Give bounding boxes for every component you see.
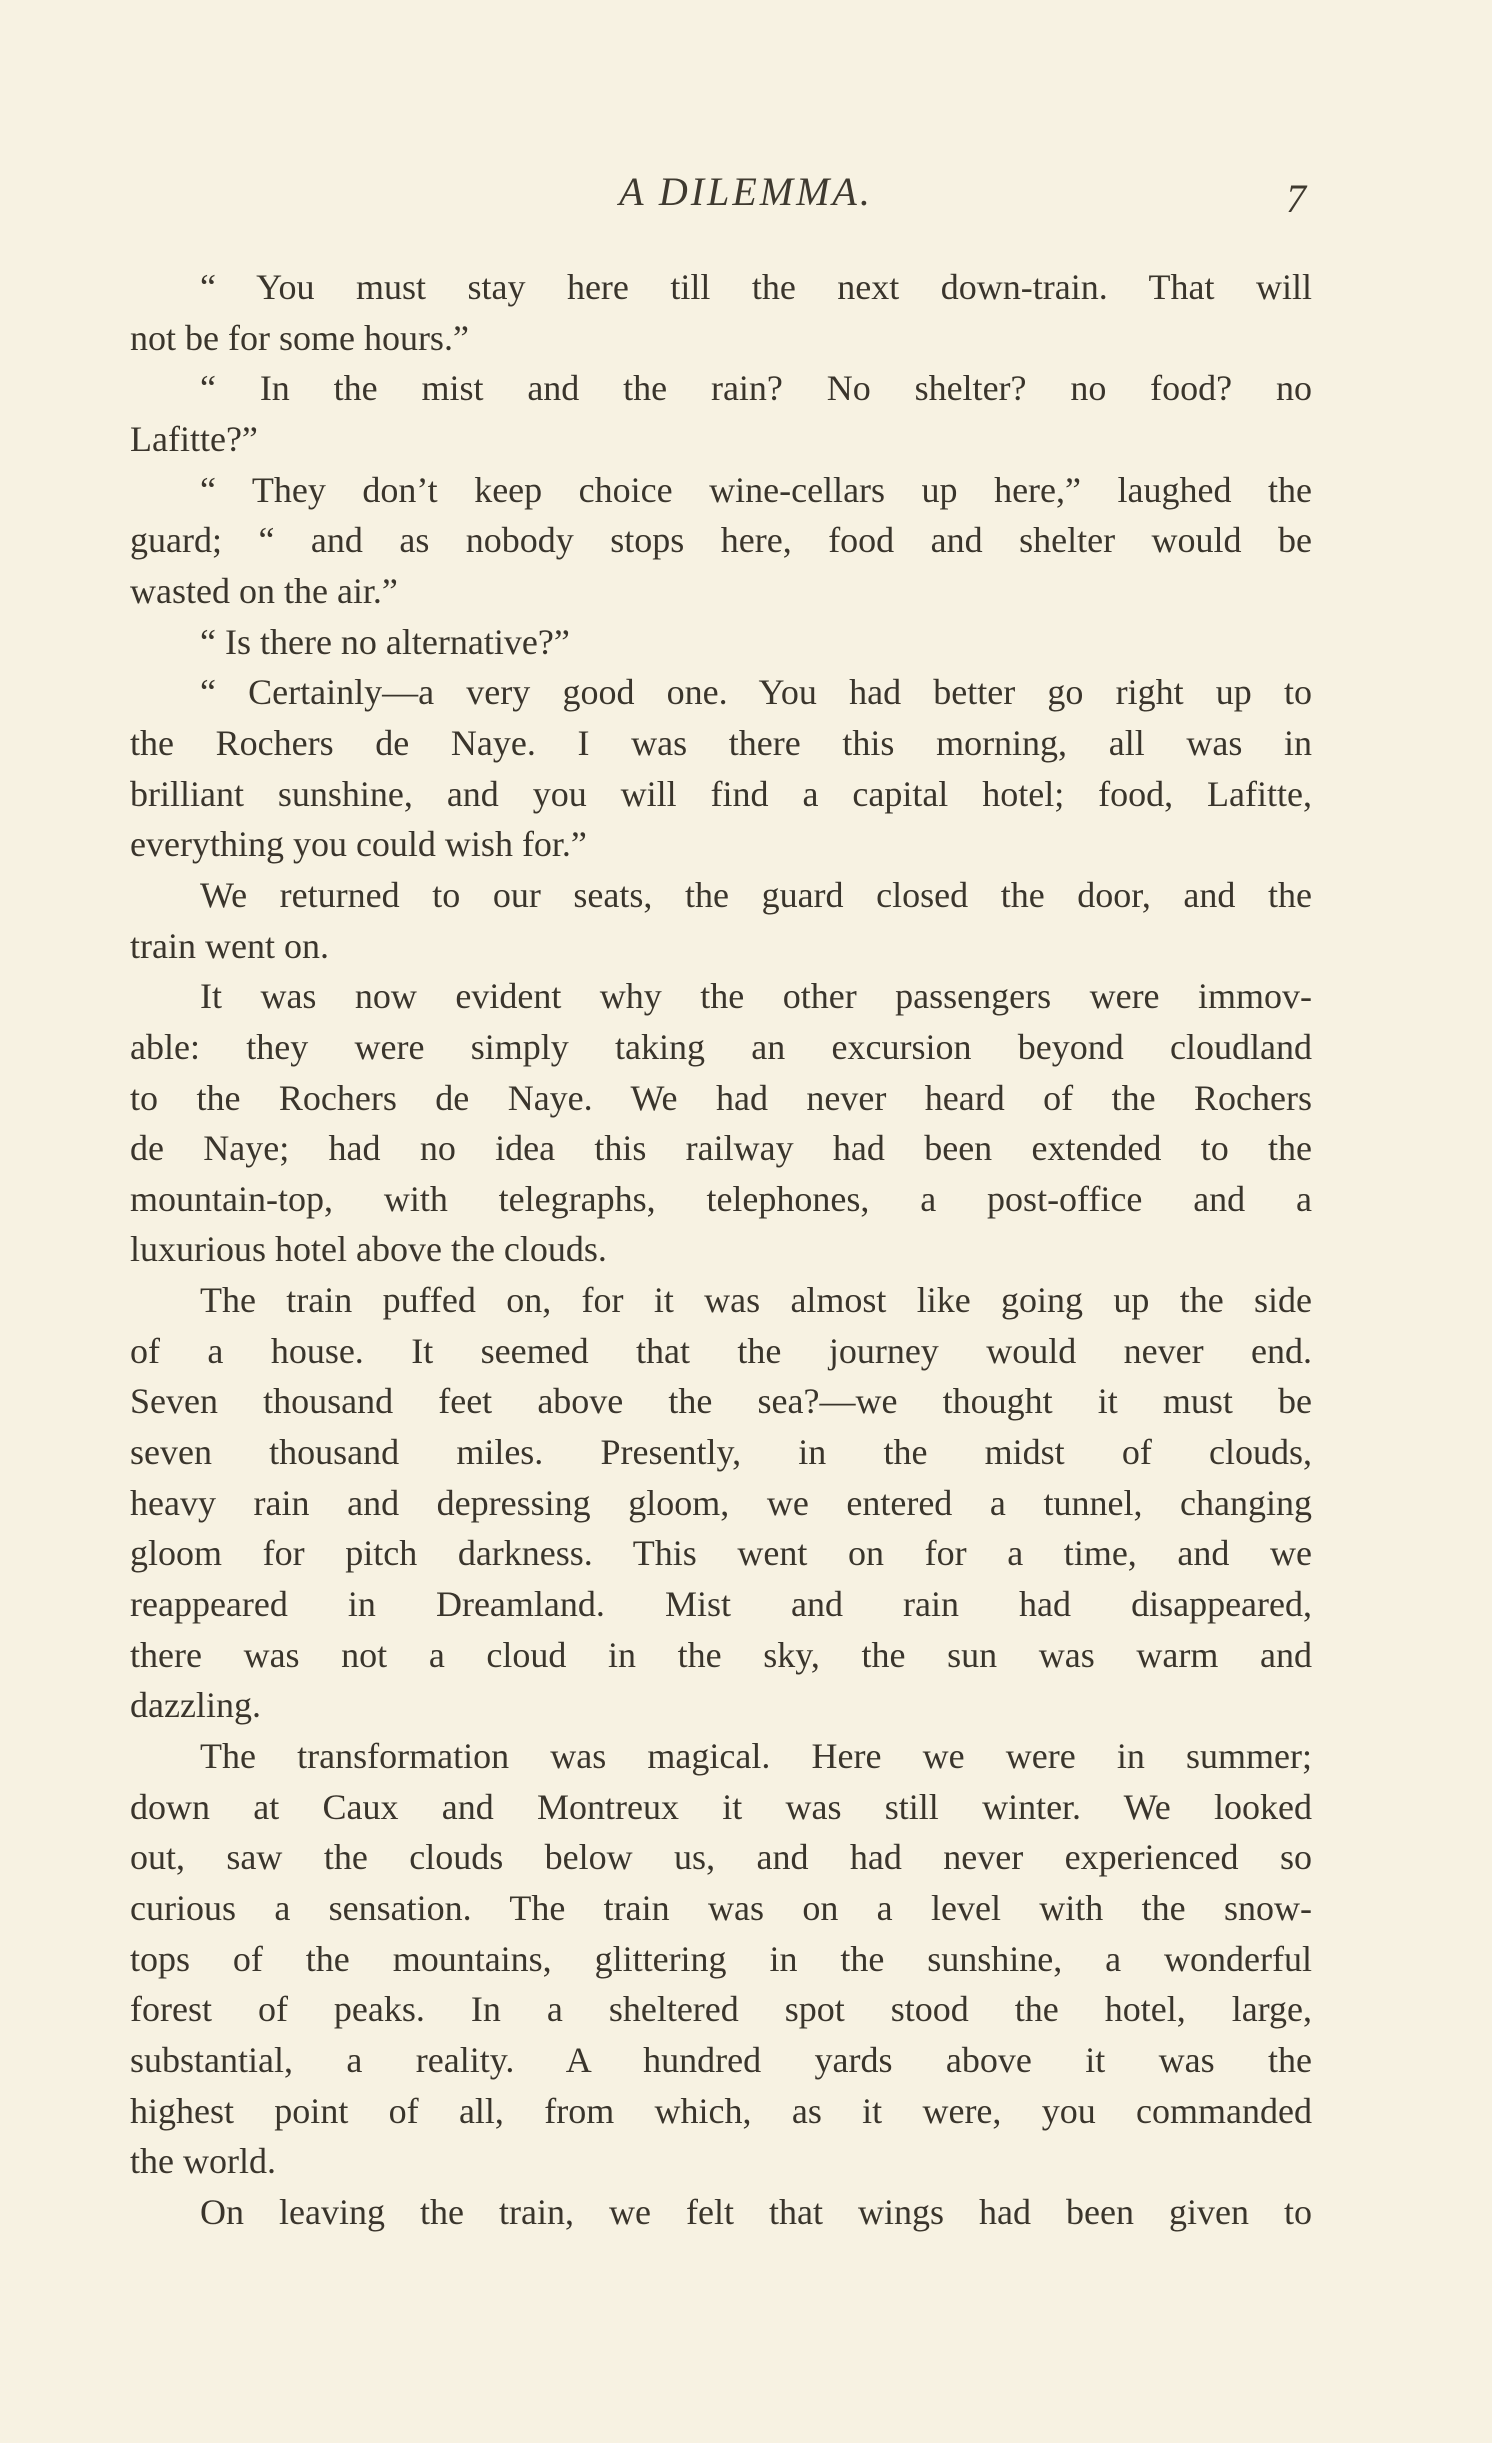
- text-line: “ Certainly—a very good one. You had better go right up to: [200, 672, 1312, 713]
- text-line: not be for some hours.”: [130, 317, 469, 358]
- body-text: [130, 262, 1312, 2238]
- text-line: everything you could wish for.”: [130, 824, 587, 865]
- text-line: We returned to our seats, the guard closed the door, and the: [200, 874, 1312, 915]
- text-line: Lafitte?”: [130, 418, 258, 459]
- text-line: On leaving the train, we felt that wings had been given to: [200, 2191, 1312, 2232]
- text-line: heavy rain and depressing gloom, we entered a tunnel, changing: [130, 1482, 1312, 1523]
- text-line: reappeared in Dreamland. Mist and rain had disappeared,: [130, 1584, 1312, 1625]
- text-line: de Naye; had no idea this railway had been extended to the: [130, 1128, 1312, 1169]
- text-line: Seven thousand feet above the sea?—we thought it must be: [130, 1381, 1312, 1422]
- text-line: substantial, a reality. A hundred yards above it was the: [130, 2039, 1312, 2080]
- text-line: the Rochers de Naye. I was there this morning, all was in: [130, 722, 1312, 763]
- text-line: curious a sensation. The train was on a level with the snow-: [130, 1888, 1312, 1928]
- text-line: “ You must stay here till the next down-train. That will: [200, 267, 1312, 307]
- text-line: wasted on the air.”: [130, 570, 398, 611]
- text-line: “ They don’t keep choice wine-cellars up here,” laughed the: [200, 469, 1312, 510]
- text-line: down at Caux and Montreux it was still winter. We looked: [130, 1786, 1312, 1827]
- running-title: A DILEMMA.: [619, 169, 873, 214]
- text-line: to the Rochers de Naye. We had never heard of the Rochers: [130, 1077, 1312, 1118]
- text-line: “ Is there no alternative?”: [200, 621, 570, 662]
- text-line: It was now evident why the other passengers were immov-: [200, 976, 1312, 1017]
- text-line: train went on.: [130, 925, 329, 966]
- text-line: there was not a cloud in the sky, the sun was warm and: [130, 1634, 1312, 1675]
- text-line: able: they were simply taking an excursion beyond cloudland: [130, 1026, 1312, 1067]
- text-line: “ In the mist and the rain? No shelter? no food? no: [200, 368, 1312, 409]
- text-line: luxurious hotel above the clouds.: [130, 1229, 607, 1270]
- text-line: mountain-top, with telegraphs, telephones, a post-office and a: [130, 1178, 1312, 1219]
- text-line: tops of the mountains, glittering in the sunshine, a wonderful: [130, 1938, 1312, 1979]
- text-line: brilliant sunshine, and you will find a capital hotel; food, Lafitte,: [130, 773, 1312, 814]
- text-line: gloom for pitch darkness. This went on for a time, and we: [130, 1533, 1312, 1574]
- text-line: dazzling.: [130, 1685, 261, 1726]
- text-line: forest of peaks. In a sheltered spot stood the hotel, large,: [130, 1989, 1312, 2030]
- text-line: guard; “ and as nobody stops here, food and shelter would be: [130, 520, 1312, 561]
- text-line: highest point of all, from which, as it were, you commanded: [130, 2090, 1312, 2131]
- text-line: seven thousand miles. Presently, in the midst of clouds,: [130, 1432, 1312, 1473]
- text-line: The train puffed on, for it was almost like going up the side: [200, 1280, 1312, 1321]
- text-line: out, saw the clouds below us, and had never experienced so: [130, 1837, 1312, 1878]
- text-line: the world.: [130, 2141, 276, 2182]
- text-line: of a house. It seemed that the journey would never end.: [130, 1330, 1312, 1371]
- page-number: 7: [1286, 176, 1306, 221]
- text-line: The transformation was magical. Here we were in summer;: [200, 1736, 1312, 1777]
